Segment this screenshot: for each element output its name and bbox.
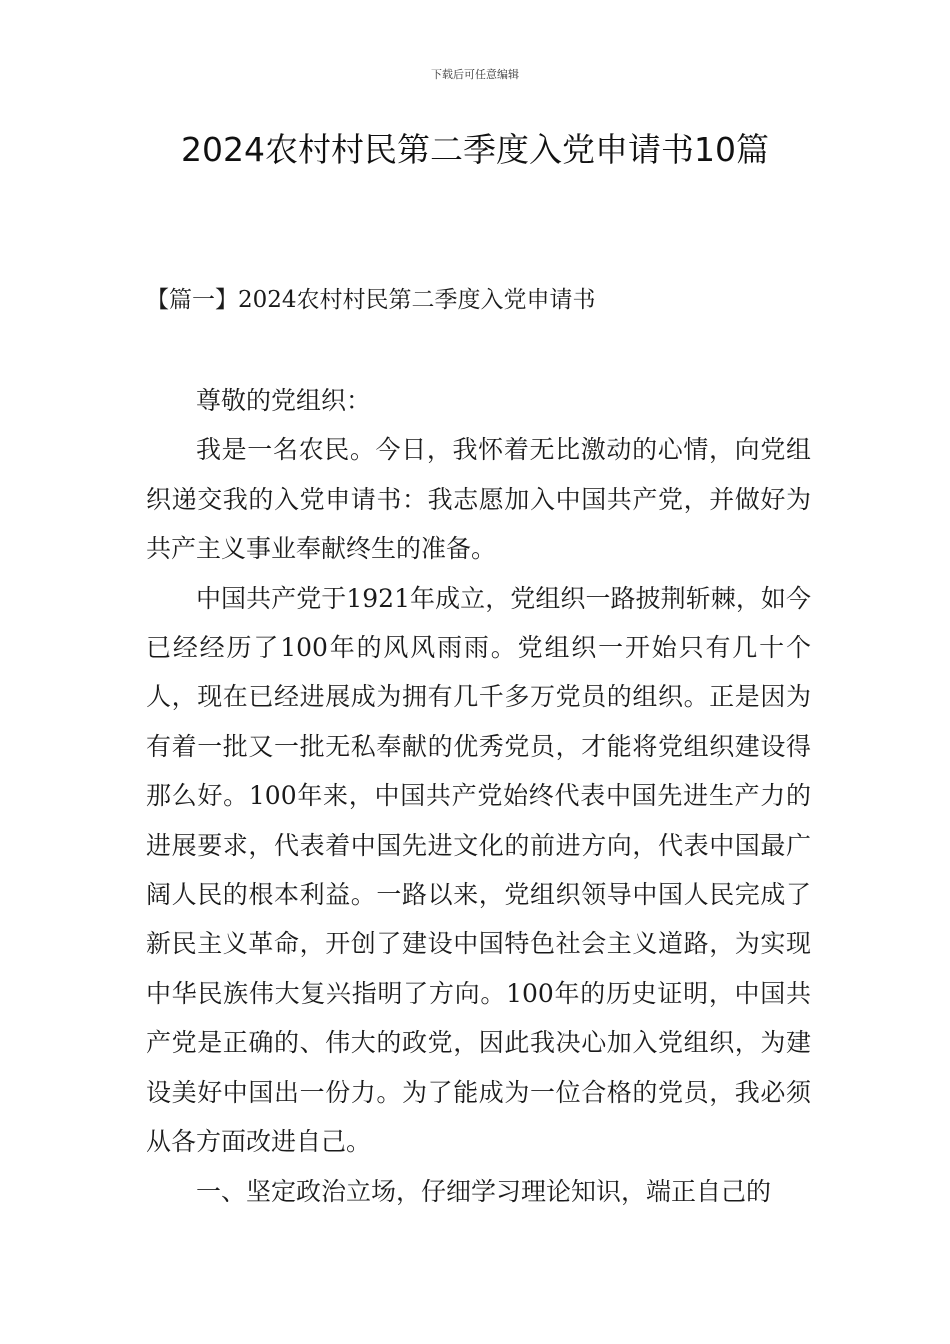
salutation: 尊敬的党组织：: [196, 386, 372, 415]
header-note: 下载后可任意编辑: [431, 68, 519, 81]
paragraph-3: 一、坚定政治立场，仔细学习理论知识，端正自己的: [196, 1176, 772, 1206]
document-title: 2024农村村民第二季度入党申请书10篇: [181, 130, 769, 169]
document-body: [146, 376, 811, 1216]
paragraph-2: 中国共产党于1921年成立，党组织一路披荆斩棘，如今已经经历了100年的风风雨雨。党组织一开始只有几十个人，现在已经进展成为拥有几千多万党员的组织。正是因为有着一批又一批无私奉献的优秀党员，才能将党组织建设得那么好。100年来，中国共产党始终代表中国先进生产力的进展要求，代表着中国先进文化的前进方向，代表中国最广阔人民的根本利益。一路以来，党组织领导中国人民完成了新民主义革命，开创了建设中国特色社会主义道路，为实现中华民族伟大复兴指明了方向。100年的历史证明，中国共产党是正确的、伟大的政党，因此我决心加入党组织，为建设美好中国出一份力。为了能成为一位合格的党员，我必须从各方面改进自己。: [146, 583, 811, 1157]
section-heading: 【篇一】2024农村村民第二季度入党申请书: [146, 287, 596, 313]
paragraph-1: 我是一名农民。今日，我怀着无比激动的心情，向党组织递交我的入党申请书：我志愿加入中国共产党，并做好为共产主义事业奉献终生的准备。: [146, 435, 811, 564]
